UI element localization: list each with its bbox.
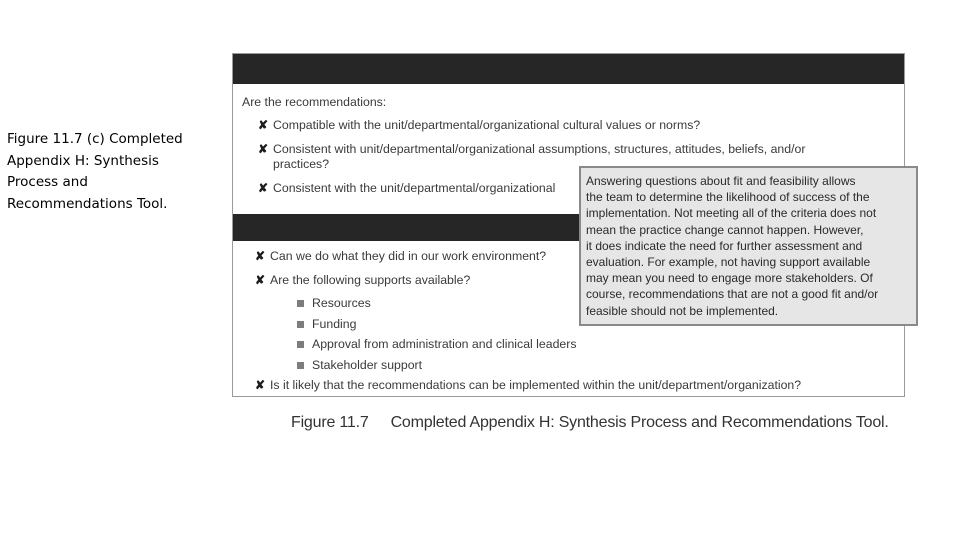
fit-heading: Are the recommendations:	[242, 95, 387, 109]
slide-caption: Figure 11.7 (c) Completed Appendix H: Synthesis Process and Recommendations Tool.	[7, 131, 183, 212]
support-approval: Approval from administration and clinical leaders	[312, 337, 577, 351]
fit-item-consistent-line2: practices?	[273, 157, 330, 171]
callout-line: the team to determine the likelihood of success of the	[586, 190, 870, 205]
cross-mark-icon: ✘	[258, 118, 269, 132]
cross-mark-icon: ✘	[255, 273, 266, 287]
callout-line: it does indicate the need for further assessment and	[586, 238, 863, 253]
bullet-square-icon	[297, 321, 304, 328]
fit-item-unit: Consistent with the unit/departmental/organizational	[273, 181, 556, 195]
callout-line: evaluation. For example, not having support available	[586, 255, 871, 270]
fit-item-consistent-line1: Consistent with unit/departmental/organizational assumptions, structures, attitudes, beliefs, and/or	[273, 142, 806, 156]
explanation-callout	[579, 166, 918, 326]
cross-mark-icon: ✘	[258, 181, 269, 195]
callout-line: course, recommendations that are not a good fit and/or	[586, 287, 879, 302]
callout-line: Answering questions about fit and feasibility allows	[586, 174, 856, 188]
figure-title: Completed Appendix H: Synthesis Process and Recommendations Tool.	[390, 414, 889, 431]
feasibility-item-supports: Are the following supports available?	[270, 273, 471, 287]
figure-number: Figure 11.7	[291, 414, 369, 431]
support-funding: Funding	[312, 317, 357, 331]
callout-line: may mean you need to engage more stakeholders. Of	[586, 271, 873, 286]
fit-item-cultural: Compatible with the unit/departmental/organizational cultural values or norms?	[273, 118, 701, 132]
support-resources: Resources	[312, 296, 371, 310]
callout-line: feasible should not be implemented.	[586, 303, 779, 318]
bullet-square-icon	[297, 341, 304, 348]
cross-mark-icon: ✘	[255, 249, 266, 263]
support-stakeholder: Stakeholder support	[312, 358, 423, 372]
bullet-square-icon	[297, 300, 304, 307]
feasibility-item-likely: Is it likely that the recommendations can be implemented within the unit/department/organization?	[270, 378, 802, 392]
feasibility-item-environment: Can we do what they did in our work environment?	[270, 249, 547, 263]
callout-line: mean the practice change cannot happen. However,	[586, 222, 864, 237]
cross-mark-icon: ✘	[255, 378, 266, 392]
section-header-bar-fit	[233, 54, 904, 84]
cross-mark-icon: ✘	[258, 142, 269, 156]
bullet-square-icon	[297, 362, 304, 369]
figure-caption	[291, 414, 889, 432]
callout-line: implementation. Not meeting all of the criteria does not	[586, 206, 877, 221]
